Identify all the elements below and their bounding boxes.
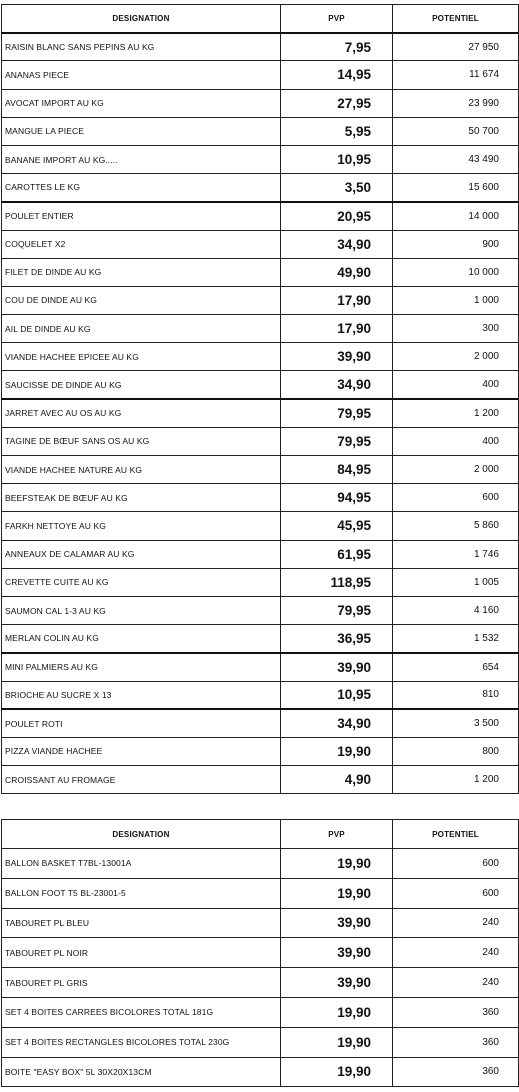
potentiel-cell: 240 <box>393 968 519 998</box>
designation-cell: SAUCISSE DE DINDE AU KG <box>2 371 281 399</box>
pvp-cell: 45,95 <box>281 512 393 540</box>
designation-cell: TAGINE DE BŒUF SANS OS AU KG <box>2 427 281 455</box>
designation-cell: TABOURET PL GRIS <box>2 968 281 998</box>
table-row <box>2 908 519 938</box>
designation-cell: BEEFSTEAK DE BŒUF AU KG <box>2 484 281 512</box>
table-row <box>2 258 519 286</box>
designation-cell: VIANDE HACHEE EPICEE AU KG <box>2 343 281 371</box>
designation-cell: COU DE DINDE AU KG <box>2 286 281 314</box>
designation-cell: POULET ROTI <box>2 709 281 737</box>
table-row <box>2 1027 519 1057</box>
potentiel-cell: 2 000 <box>393 456 519 484</box>
designation-cell: PIZZA VIANDE HACHEE <box>2 737 281 765</box>
pvp-cell: 17,90 <box>281 315 393 343</box>
pvp-cell: 7,95 <box>281 33 393 61</box>
pvp-cell: 39,90 <box>281 908 393 938</box>
pvp-cell: 49,90 <box>281 258 393 286</box>
potentiel-cell: 600 <box>393 484 519 512</box>
potentiel-cell: 1 532 <box>393 625 519 653</box>
potentiel-cell: 43 490 <box>393 145 519 173</box>
designation-cell: CROISSANT AU FROMAGE <box>2 766 281 794</box>
pvp-cell: 3,50 <box>281 174 393 202</box>
table-row <box>2 61 519 89</box>
potentiel-cell: 1 746 <box>393 540 519 568</box>
table-row <box>2 653 519 681</box>
nonfood-products-table <box>1 819 519 1087</box>
table-row <box>2 117 519 145</box>
potentiel-cell: 600 <box>393 849 519 879</box>
designation-cell: CREVETTE CUITE AU KG <box>2 568 281 596</box>
potentiel-cell: 360 <box>393 1027 519 1057</box>
pvp-cell: 79,95 <box>281 427 393 455</box>
pvp-cell: 19,90 <box>281 878 393 908</box>
potentiel-cell: 1 005 <box>393 568 519 596</box>
table-row <box>2 681 519 709</box>
pvp-cell: 19,90 <box>281 1027 393 1057</box>
potentiel-cell: 400 <box>393 427 519 455</box>
potentiel-cell: 800 <box>393 737 519 765</box>
food-products-table-body <box>2 5 519 794</box>
potentiel-cell: 10 000 <box>393 258 519 286</box>
potentiel-cell: 11 674 <box>393 61 519 89</box>
table-row <box>2 737 519 765</box>
designation-cell: SAUMON CAL 1-3 AU KG <box>2 596 281 624</box>
potentiel-cell: 900 <box>393 230 519 258</box>
table-row <box>2 709 519 737</box>
pvp-cell: 84,95 <box>281 456 393 484</box>
potentiel-cell: 300 <box>393 315 519 343</box>
designation-cell: BANANE IMPORT AU KG..... <box>2 145 281 173</box>
potentiel-cell: 4 160 <box>393 596 519 624</box>
designation-cell: POULET ENTIER <box>2 202 281 230</box>
food-products-table <box>1 4 519 794</box>
potentiel-cell: 360 <box>393 1057 519 1087</box>
potentiel-cell: 2 000 <box>393 343 519 371</box>
potentiel-cell: 23 990 <box>393 89 519 117</box>
potentiel-cell: 1 000 <box>393 286 519 314</box>
potentiel-cell: 240 <box>393 908 519 938</box>
table-row <box>2 1057 519 1087</box>
designation-cell: JARRET AVEC AU OS AU KG <box>2 399 281 427</box>
pvp-cell: 39,90 <box>281 938 393 968</box>
potentiel-cell: 50 700 <box>393 117 519 145</box>
potentiel-cell: 360 <box>393 997 519 1027</box>
designation-cell: MERLAN COLIN AU KG <box>2 625 281 653</box>
table-header-row <box>2 820 519 849</box>
potentiel-cell: 810 <box>393 681 519 709</box>
table-row <box>2 568 519 596</box>
designation-cell: AIL DE DINDE AU KG <box>2 315 281 343</box>
designation-cell: MANGUE LA PIECE <box>2 117 281 145</box>
pvp-cell: 5,95 <box>281 117 393 145</box>
pvp-cell: 4,90 <box>281 766 393 794</box>
pvp-cell: 39,90 <box>281 968 393 998</box>
table-row <box>2 371 519 399</box>
potentiel-header: POTENTIEL <box>393 5 519 33</box>
pvp-cell: 20,95 <box>281 202 393 230</box>
table-row <box>2 427 519 455</box>
pvp-cell: 34,90 <box>281 709 393 737</box>
potentiel-cell: 240 <box>393 938 519 968</box>
table-row <box>2 286 519 314</box>
designation-cell: BOITE "EASY BOX" 5L 30X20X13CM <box>2 1057 281 1087</box>
table-row <box>2 456 519 484</box>
pvp-cell: 19,90 <box>281 849 393 879</box>
pvp-cell: 61,95 <box>281 540 393 568</box>
pvp-cell: 79,95 <box>281 596 393 624</box>
designation-cell: FARKH NETTOYE AU KG <box>2 512 281 540</box>
designation-cell: MINI PALMIERS AU KG <box>2 653 281 681</box>
potentiel-cell: 400 <box>393 371 519 399</box>
pvp-header: PVP <box>281 5 393 33</box>
pvp-cell: 39,90 <box>281 653 393 681</box>
pvp-cell: 10,95 <box>281 681 393 709</box>
designation-cell: BALLON BASKET T7BL-13001A <box>2 849 281 879</box>
pvp-cell: 19,90 <box>281 1057 393 1087</box>
table-row <box>2 878 519 908</box>
table-row <box>2 484 519 512</box>
table-row <box>2 343 519 371</box>
designation-cell: BRIOCHE AU SUCRE X 13 <box>2 681 281 709</box>
table-row <box>2 202 519 230</box>
pvp-cell: 39,90 <box>281 343 393 371</box>
designation-header: DESIGNATION <box>2 820 281 849</box>
table-row <box>2 512 519 540</box>
pvp-cell: 10,95 <box>281 145 393 173</box>
table-row <box>2 938 519 968</box>
table-row <box>2 997 519 1027</box>
potentiel-cell: 15 600 <box>393 174 519 202</box>
table-header-row <box>2 5 519 33</box>
designation-cell: SET 4 BOITES RECTANGLES BICOLORES TOTAL 230G <box>2 1027 281 1057</box>
designation-cell: CAROTTES LE KG <box>2 174 281 202</box>
designation-cell: SET 4 BOITES CARREES BICOLORES TOTAL 181G <box>2 997 281 1027</box>
designation-cell: FILET DE DINDE AU KG <box>2 258 281 286</box>
potentiel-cell: 1 200 <box>393 399 519 427</box>
designation-cell: TABOURET PL BLEU <box>2 908 281 938</box>
designation-cell: TABOURET PL NOIR <box>2 938 281 968</box>
pvp-cell: 94,95 <box>281 484 393 512</box>
pvp-cell: 19,90 <box>281 737 393 765</box>
potentiel-cell: 3 500 <box>393 709 519 737</box>
table-row <box>2 230 519 258</box>
pvp-header: PVP <box>281 820 393 849</box>
designation-cell: RAISIN BLANC SANS PEPINS AU KG <box>2 33 281 61</box>
pvp-cell: 118,95 <box>281 568 393 596</box>
pvp-cell: 79,95 <box>281 399 393 427</box>
designation-header: DESIGNATION <box>2 5 281 33</box>
designation-cell: AVOCAT IMPORT AU KG <box>2 89 281 117</box>
table-row <box>2 315 519 343</box>
designation-cell: BALLON FOOT T5 BL-23001-5 <box>2 878 281 908</box>
nonfood-products-table-body <box>2 820 519 1087</box>
table-row <box>2 596 519 624</box>
pvp-cell: 17,90 <box>281 286 393 314</box>
pvp-cell: 34,90 <box>281 230 393 258</box>
designation-cell: ANNEAUX DE CALAMAR AU KG <box>2 540 281 568</box>
potentiel-cell: 14 000 <box>393 202 519 230</box>
pvp-cell: 36,95 <box>281 625 393 653</box>
table-row <box>2 174 519 202</box>
table-row <box>2 89 519 117</box>
pvp-cell: 19,90 <box>281 997 393 1027</box>
table-row <box>2 849 519 879</box>
potentiel-cell: 27 950 <box>393 33 519 61</box>
table-row <box>2 33 519 61</box>
designation-cell: ANANAS PIECE <box>2 61 281 89</box>
pvp-cell: 14,95 <box>281 61 393 89</box>
table-row <box>2 540 519 568</box>
potentiel-cell: 654 <box>393 653 519 681</box>
pvp-cell: 34,90 <box>281 371 393 399</box>
potentiel-cell: 1 200 <box>393 766 519 794</box>
table-row <box>2 145 519 173</box>
table-row <box>2 625 519 653</box>
potentiel-cell: 600 <box>393 878 519 908</box>
pvp-cell: 27,95 <box>281 89 393 117</box>
table-row <box>2 766 519 794</box>
potentiel-header: POTENTIEL <box>393 820 519 849</box>
table-row <box>2 399 519 427</box>
designation-cell: VIANDE HACHEE NATURE AU KG <box>2 456 281 484</box>
designation-cell: COQUELET X2 <box>2 230 281 258</box>
potentiel-cell: 5 860 <box>393 512 519 540</box>
table-row <box>2 968 519 998</box>
